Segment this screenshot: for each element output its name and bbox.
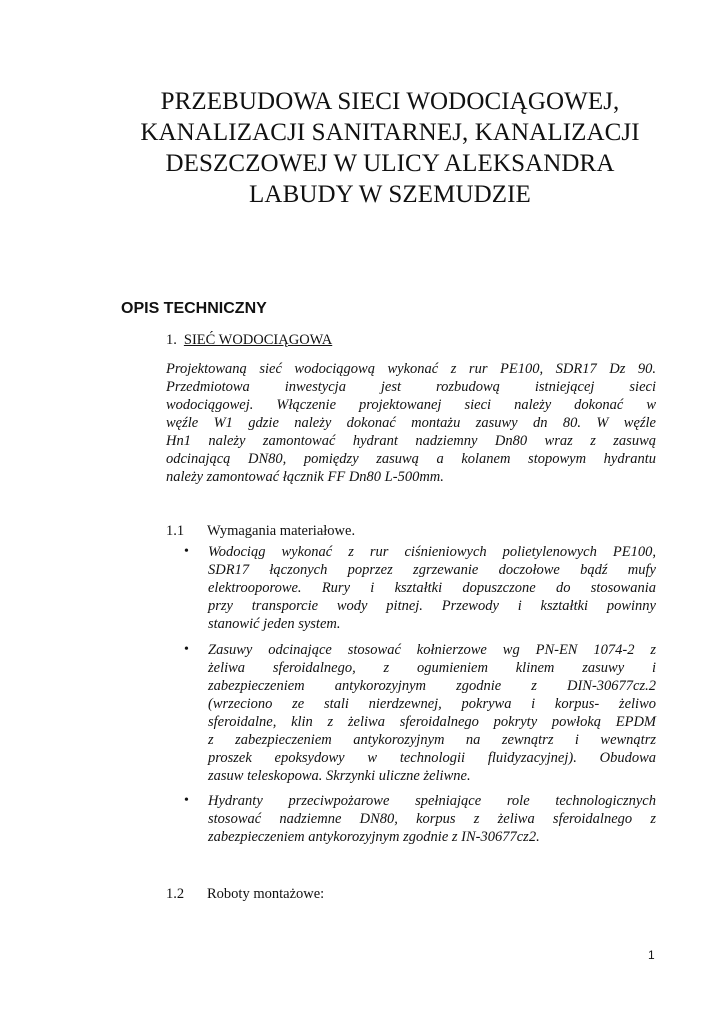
paragraph-line: z zabezpieczeniem antykorozyjnym na zewnątrz i wewnątrz [208, 732, 656, 748]
title-line: PRZEBUDOWA SIECI WODOCIĄGOWEJ, [160, 88, 620, 115]
bullet-icon: • [184, 544, 189, 559]
paragraph-line: wodociągowej. Włączenie projektowanej sieci należy dokonać w [166, 397, 656, 413]
paragraph-line: proszek epoksydowy w technologii fluidyzacyjnej). Obudowa [208, 750, 656, 766]
paragraph-line: SDR17 łączonych poprzez zgrzewanie doczołowe bądź mufy [208, 562, 656, 578]
bullet-icon: • [184, 793, 189, 808]
paragraph-line: (wrzeciono ze stali nierdzewnej, pokrywa i korpus- żeliwo [208, 696, 656, 712]
bullet-icon: • [184, 642, 189, 657]
paragraph-line: odcinającą DN80, pomiędzy zasuwą a kolanem stopowym hydrantu [166, 451, 656, 467]
intro-paragraph [166, 360, 656, 486]
title-line: KANALIZACJI SANITARNEJ, KANALIZACJI [140, 119, 640, 146]
subsection-1-1 [166, 523, 355, 540]
paragraph-line: zasuw teleskopowa. Skrzynki uliczne żeliwne. [208, 768, 471, 784]
bullet-paragraph [208, 792, 656, 846]
paragraph-line: zabezpieczeniem antykorozyjnym zgodnie z IN-30677cz2. [208, 829, 540, 845]
paragraph-line: Hn1 należy zamontować hydrant nadziemny Dn80 wraz z zasuwą [166, 433, 656, 449]
paragraph-line: przy transporcie wody pitnej. Przewody i kształtki powinny [208, 598, 656, 614]
item-number: 1. [166, 332, 177, 348]
bullet-paragraph [208, 543, 656, 633]
bullet-paragraph [208, 641, 656, 785]
numbered-item-1 [166, 332, 332, 349]
title-line: LABUDY W SZEMUDZIE [249, 181, 531, 208]
paragraph-line: należy zamontować łącznik FF Dn80 L-500mm. [166, 469, 444, 485]
paragraph-line: Hydranty przeciwpożarowe spełniające role technologicznych [208, 793, 656, 809]
page-number: 1 [648, 948, 655, 962]
paragraph-line: zabezpieczeniem antykorozyjnym zgodnie z DIN-30677cz.2 [208, 678, 656, 694]
paragraph-line: Wodociąg wykonać z rur ciśnieniowych polietylenowych PE100, [208, 544, 656, 560]
subsection-number: 1.2 [166, 886, 185, 902]
paragraph-line: sferoidalne, klin z żeliwa sferoidalnego pokryty powłoką EPDM [208, 714, 656, 730]
subsection-label: Wymagania materiałowe. [207, 523, 356, 539]
paragraph-line: stanowić jeden system. [208, 616, 341, 632]
paragraph-line: elektrooporowe. Rury i kształtki dopuszczone do stosowania [208, 580, 656, 596]
item-label: SIEĆ WODOCIĄGOWA [183, 332, 333, 348]
paragraph-line: Zasuwy odcinające stosować kołnierzowe wg PN-EN 1074-2 z [208, 642, 656, 658]
paragraph-line: Projektowaną sieć wodociągową wykonać z rur PE100, SDR17 Dz 90. [166, 361, 656, 377]
section-heading: OPIS TECHNICZNY [121, 300, 267, 317]
subsection-1-2 [166, 886, 324, 903]
paragraph-line: Przedmiotowa inwestycja jest rozbudową istniejącej sieci [166, 379, 656, 395]
subsection-number: 1.1 [166, 523, 185, 539]
paragraph-line: węźle W1 gdzie należy dokonać montażu zasuwy dn 80. W węźle [166, 415, 656, 431]
title-line: DESZCZOWEJ W ULICY ALEKSANDRA [165, 150, 615, 177]
paragraph-line: żeliwa sferoidalnego, z ogumieniem klinem zasuwy i [208, 660, 656, 676]
subsection-label: Roboty montażowe: [207, 886, 325, 902]
document-title [120, 86, 660, 210]
paragraph-line: stosować nadziemne DN80, korpus z żeliwa sferoidalnego z [208, 811, 656, 827]
